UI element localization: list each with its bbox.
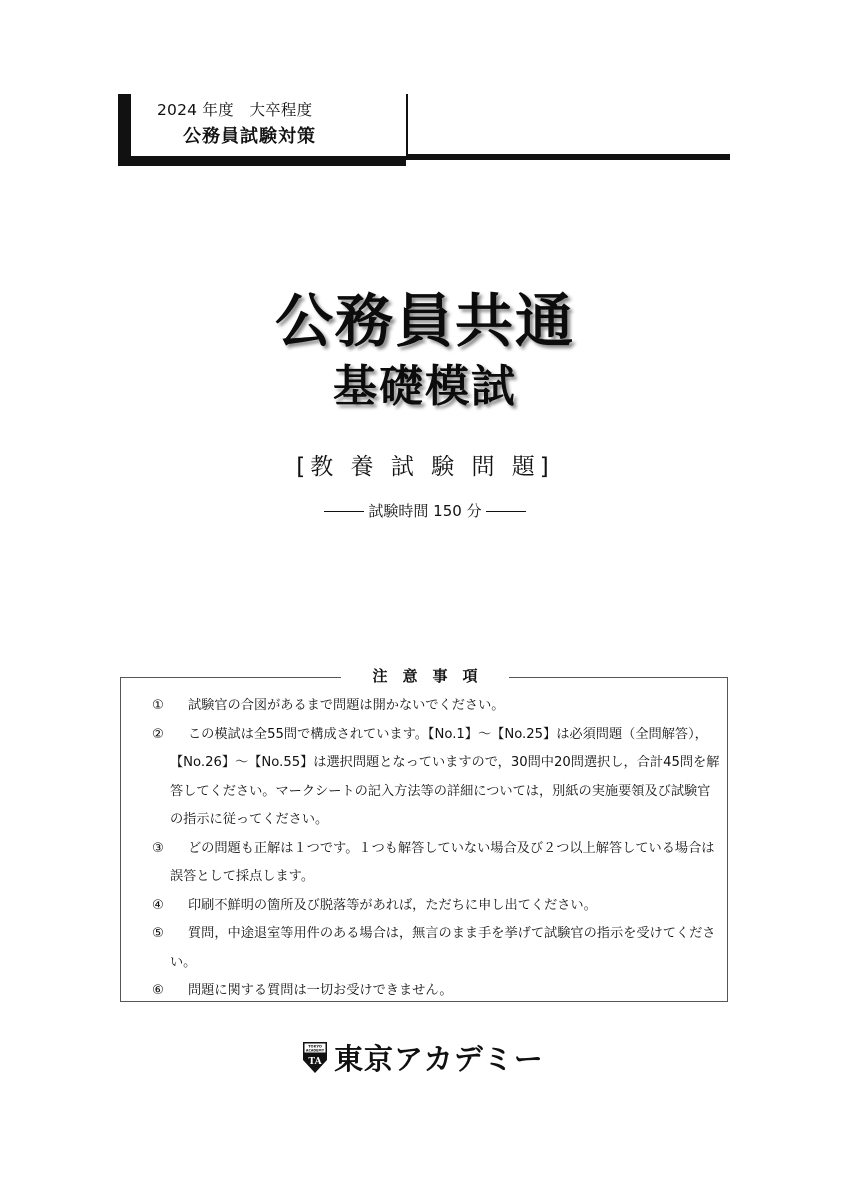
item-number: ②	[152, 726, 164, 742]
exam-type-text: [教 養 試 験 問 題]	[296, 454, 554, 480]
list-item	[152, 721, 722, 835]
publisher-logo	[302, 1037, 544, 1077]
logo-text: 東京アカデミー	[334, 1041, 544, 1076]
header-year-line: 2024 年度 大卒程度	[157, 101, 313, 119]
list-item	[152, 892, 722, 921]
item-number: ③	[152, 840, 164, 856]
item-text: 問題に関する質問は一切お受けできません。	[188, 983, 453, 998]
item-number: ④	[152, 897, 164, 913]
notes-heading	[0, 665, 850, 686]
exam-type	[0, 448, 850, 481]
svg-text:TA: TA	[308, 1057, 322, 1067]
svg-text:TOKYO: TOKYO	[308, 1044, 322, 1049]
header-subtitle: 公務員試験対策	[183, 126, 316, 147]
list-item	[152, 692, 722, 721]
notes-heading-text: 注意事項	[341, 665, 508, 686]
page-subtitle: 基礎模試	[333, 361, 517, 412]
item-text: 試験官の合図があるまで問題は開かないでください。	[188, 698, 505, 713]
notes-list	[152, 692, 722, 1006]
item-number: ①	[152, 698, 164, 713]
item-text: この模試は全55問で構成されています。【No.1】～【No.25】は必須問題（全問解答），【No.26】～【No.55】は選択問題となっていますので，30問中20問選択し，合計45問を解答してください。マークシートの記入方法等の詳細については，別紙の実施要領及び試験官の指示に従ってください。	[170, 726, 720, 827]
dash-left	[324, 511, 364, 512]
dash-right	[486, 511, 526, 512]
header-label-box	[118, 94, 406, 166]
item-text: どの問題も正解は１つです。１つも解答していない場合及び２つ以上解答している場合は誤答として採点します。	[170, 840, 715, 884]
svg-text:ACADEMY: ACADEMY	[305, 1048, 325, 1053]
tokyo-academy-emblem-icon	[302, 1040, 328, 1074]
list-item	[152, 977, 722, 1006]
header-rule	[406, 154, 730, 160]
item-number: ⑤	[152, 926, 164, 941]
list-item	[152, 920, 722, 977]
page-title: 公務員共通	[274, 287, 575, 355]
exam-time-text: 試験時間 150 分	[368, 502, 482, 520]
exam-time	[0, 500, 850, 521]
item-number: ⑥	[152, 983, 164, 998]
list-item	[152, 835, 722, 892]
item-text: 質問，中途退室等用件のある場合は，無言のまま手を挙げて試験官の指示を受けてください。	[170, 926, 716, 970]
header-label-inner	[131, 94, 408, 156]
item-text: 印刷不鮮明の箇所及び脱落等があれば，ただちに申し出てください。	[188, 897, 597, 913]
